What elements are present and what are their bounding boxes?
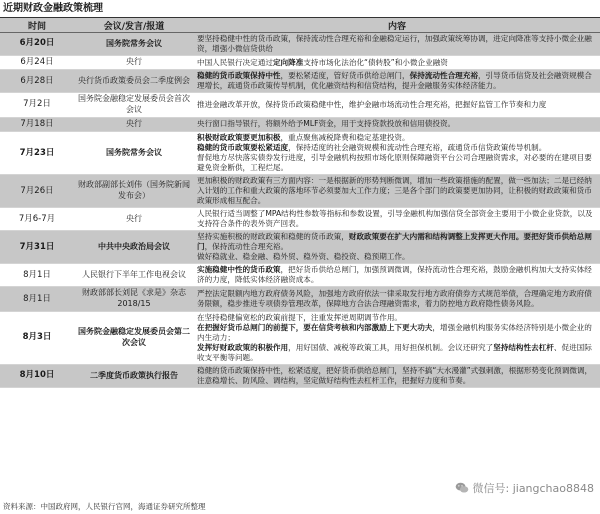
cell-meeting: 央行 xyxy=(74,208,194,231)
cell-meeting: 国务院常务会议 xyxy=(74,132,194,175)
cell-date: 8月10日 xyxy=(0,364,74,387)
table-row xyxy=(0,117,600,131)
table-row xyxy=(0,208,600,231)
cell-meeting: 财政部部长刘昆《求是》杂志2018/15 xyxy=(74,287,194,312)
source-note: 资料来源：中国政府网，人民银行官网，海通证券研究所整理 xyxy=(3,502,206,511)
cell-content xyxy=(194,70,600,93)
content-text: 、促进国际收支平衡等问题。 xyxy=(197,342,592,362)
cell-content xyxy=(194,33,600,56)
content-text: 在坚持稳健偏宽松的政策前提下，注重发挥逆周期调节作用。 xyxy=(197,312,403,322)
cell-content xyxy=(194,208,600,231)
cell-date: 8月1日 xyxy=(0,287,74,312)
cell-date: 7月31日 xyxy=(0,231,74,264)
cell-content xyxy=(194,117,600,131)
cell-meeting: 央行 xyxy=(74,56,194,70)
content-text: 央行窗口指导银行，将额外给予MLF资金，用于支持贷款投放和信用债投资。 xyxy=(197,119,456,129)
table-row xyxy=(0,231,600,264)
content-text: ，保持流动性合理充裕。 xyxy=(204,242,289,252)
header-content: 内容 xyxy=(194,18,600,33)
content-emphasis: 积极财政政策要更加积极 xyxy=(197,133,281,143)
content-emphasis: 保持流动性合理充裕 xyxy=(409,71,478,81)
cell-meeting: 人民银行下半年工作电视会议 xyxy=(74,264,194,287)
cell-content xyxy=(194,93,600,118)
content-text: ，要松紧适度，管好货币供给总闸门， xyxy=(280,71,410,81)
content-text: 支持市场化法治化“债转股”和小微企业融资 xyxy=(303,57,448,67)
cell-meeting: 中共中央政治局会议 xyxy=(74,231,194,264)
cell-date: 8月3日 xyxy=(0,311,74,364)
content-emphasis: 发挥好财政政策的积极作用 xyxy=(197,342,289,352)
cell-content xyxy=(194,231,600,264)
content-text: ，保持适度的社会融资规模和流动性合理充裕，疏通货币信贷政策传导机制。 xyxy=(288,143,547,153)
table-row xyxy=(0,56,600,70)
watermark-text: 微信号: jiangchao8848 xyxy=(472,482,594,495)
table-row xyxy=(0,364,600,387)
content-text: 做好稳就业、稳金融、稳外贸、稳外资、稳投资、稳预期工作。 xyxy=(197,252,410,262)
cell-date: 7月2日 xyxy=(0,93,74,118)
cell-content xyxy=(194,175,600,208)
content-text: ，用好国债、减税等政策工具，用好担保机制。会议还研究了 xyxy=(288,342,494,352)
content-text: ，重点聚焦减税降费和稳定基建投资。 xyxy=(280,133,410,143)
content-emphasis: 实施稳健中性的货币政策 xyxy=(197,265,281,275)
content-text: 要坚持稳健中性的货币政策，保持流动性合理充裕和金融稳定运行，加强政策统筹协调，进定向降准等支持小微企业融资，增强小微信贷供给 xyxy=(197,34,592,54)
cell-content xyxy=(194,311,600,364)
content-text: ，增强金融机构服务实体经济特别是小微企业的内生动力； xyxy=(197,322,592,342)
table-row xyxy=(0,93,600,118)
table-row xyxy=(0,70,600,93)
cell-meeting: 二季度货币政策执行报告 xyxy=(74,364,194,387)
table-body xyxy=(0,33,600,388)
content-text: ，把好货币供给总闸门，加强预调微调，保持流动性合理充裕，鼓励金融机构加大支持实体经济的力度，降低实体经济融资成本。 xyxy=(197,265,592,285)
content-emphasis: 稳健的货币政策保持中性 xyxy=(197,71,281,81)
cell-date: 7月6-7月 xyxy=(0,208,74,231)
table-title: 近期财政金融政策梳理 xyxy=(0,0,600,18)
table-row xyxy=(0,132,600,175)
cell-content xyxy=(194,287,600,312)
wechat-icon xyxy=(455,481,469,495)
content-text: 稳健的货币政策保持中性，松紧适度，把好货币供给总闸门，坚持不搞“大水漫灌”式强刺激，根据形势变化预调微调，注意稳增长、防风险、调结构，坚定做好结构性去杠杆工作，把握好力度和节奏。 xyxy=(197,365,593,385)
cell-content xyxy=(194,56,600,70)
cell-meeting: 央行 xyxy=(74,117,194,131)
table-row xyxy=(0,33,600,56)
cell-date: 7月23日 xyxy=(0,132,74,175)
content-emphasis: 定向降准 xyxy=(272,57,304,67)
cell-date: 8月1日 xyxy=(0,264,74,287)
cell-content xyxy=(194,132,600,175)
cell-meeting: 国务院金融稳定发展委员会首次会议 xyxy=(74,93,194,118)
cell-content xyxy=(194,364,600,387)
cell-date: 7月18日 xyxy=(0,117,74,131)
watermark xyxy=(455,480,595,496)
cell-meeting: 国务院常务会议 xyxy=(74,33,194,56)
header-row xyxy=(0,18,600,33)
content-text: 督促地方尽快落实债券发行进度，引导金融机构按照市场化原则保障融资平台公司合理融资需求，对必要的在建项目要避免资金断供，工程烂尾。 xyxy=(197,153,592,173)
content-emphasis: 在把握好货币总闸门的前提下，要在信贷考核和内部激励上下更大功夫 xyxy=(197,322,433,332)
cell-meeting: 国务院金融稳定发展委员会第二次会议 xyxy=(74,311,194,364)
content-emphasis: 稳健的货币政策要松紧适度 xyxy=(197,143,289,153)
cell-meeting: 财政部副部长刘伟（国务院新闻发布会） xyxy=(74,175,194,208)
cell-content xyxy=(194,264,600,287)
table-row xyxy=(0,287,600,312)
cell-date: 6月20日 xyxy=(0,33,74,56)
content-emphasis: 坚持结构性去杠杆 xyxy=(493,342,554,352)
header-meeting: 会议/发言/报道 xyxy=(74,18,194,33)
cell-date: 6月24日 xyxy=(0,56,74,70)
content-text: 坚持实施积极的财政政策和稳健的货币政策， xyxy=(197,232,349,242)
content-text: 推进金融改革开放，保持货币政策稳健中性，维护金融市场流动性合理充裕，把握好监管工作节奏和力度 xyxy=(197,100,547,110)
content-text: 人民银行适当调整了MPA结构性参数等指标和参数设置，引导金融机构加强信贷全部资金主要用于小微企业贷款，以及支持符合条件的表外资产回表。 xyxy=(197,209,593,229)
policy-table xyxy=(0,18,600,388)
content-text: 中国人民银行决定通过 xyxy=(197,57,273,67)
content-text: 更加积极的财政政策有三方面内容：一是根据新的形势判断微调，增加一些政策措施的配置，做一些加法；二是已经纳入计划的工作和重大政策的落地环节必须要加大工作力度；三是各个部门的政策要更加协同，让积极的财政政策和货币政策形成相互配合。 xyxy=(197,176,592,206)
cell-date: 7月26日 xyxy=(0,175,74,208)
header-time: 时间 xyxy=(0,18,74,33)
content-emphasis: 财政政策要在扩大内需和结构调整上发挥更大作用。要把好货币供给总闸门 xyxy=(197,232,592,252)
table-row xyxy=(0,311,600,364)
cell-date: 6月28日 xyxy=(0,70,74,93)
table-row xyxy=(0,264,600,287)
table-row xyxy=(0,175,600,208)
content-text: 严控法定限额内地方政府债务风险，加强地方政府依法一律采取发行地方政府债券方式规范举债，合理确定地方政府债务限额，稳步推进专项债券管理改革，保障地方合法合理融资需求，着力防控地方政府隐性债务风险。 xyxy=(197,289,592,309)
cell-meeting: 央行货币政策委员会二季度例会 xyxy=(74,70,194,93)
content-text: ，引导货币信贷及社会融资规模合理增长，疏通货币政策传导机制，优化融资结构和信贷结构，提升金融服务实体经济能力。 xyxy=(197,71,592,91)
